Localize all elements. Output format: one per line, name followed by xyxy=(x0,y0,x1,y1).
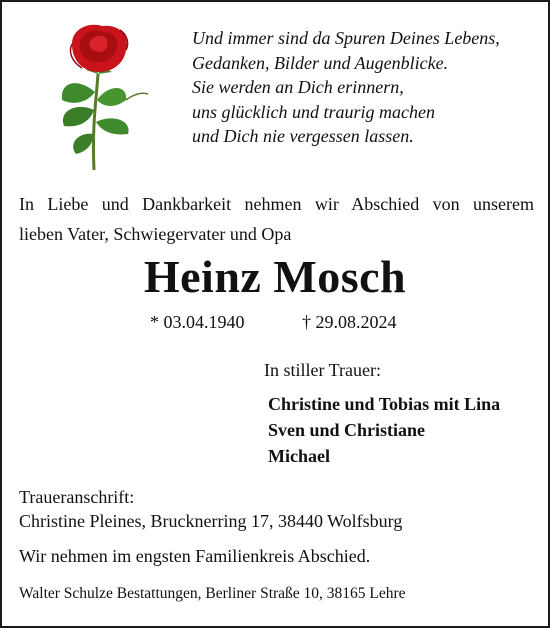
deceased-name: Heinz Mosch xyxy=(143,251,407,302)
red-rose-icon xyxy=(42,22,152,172)
poem-line: Gedanken, Bilder und Augenblicke. xyxy=(192,52,449,73)
mourning-address: Christine Pleines, Brucknerring 17, 38440 Wolfsburg xyxy=(19,511,403,531)
undertaker-info: Walter Schulze Bestattungen, Berliner Straße 10, 38165 Lehre xyxy=(19,585,406,602)
poem-line: uns glücklich und traurig machen xyxy=(192,101,435,122)
mourners-list xyxy=(268,391,500,469)
poem-line: Und immer sind da Spuren Deines Lebens, xyxy=(192,28,500,48)
poem-line: Sie werden an Dich erinnern, xyxy=(192,77,404,97)
intro-text xyxy=(19,189,534,249)
farewell-note: Wir nehmen im engsten Familienkreis Abschied. xyxy=(19,546,371,566)
mourner-name: Sven und Christiane xyxy=(268,420,426,440)
birth-date: * 03.04.1940 xyxy=(150,312,245,332)
mourner-name: Michael xyxy=(268,446,330,466)
poem-line: und Dich nie vergessen lassen. xyxy=(192,126,414,146)
mourning-label: In stiller Trauer: xyxy=(264,360,381,380)
death-date: † 29.08.2024 xyxy=(302,312,397,332)
mourner-name: Christine und Tobias mit Lina xyxy=(268,394,501,414)
intro-line: lieben Vater, Schwiegervater und Opa xyxy=(19,224,292,244)
poem xyxy=(192,26,537,149)
intro-line: In Liebe und Dankbarkeit nehmen wir Abschied von unserem xyxy=(19,194,534,214)
address-label: Traueranschrift: xyxy=(19,487,135,507)
